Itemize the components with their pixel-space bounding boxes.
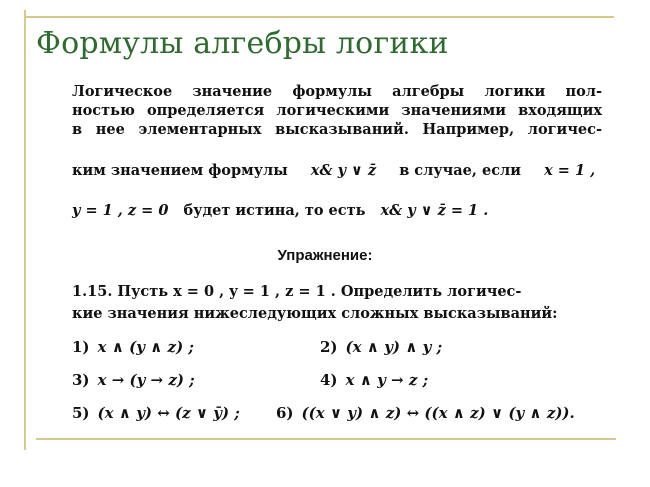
exercise-item-3 bbox=[72, 371, 195, 389]
item-number: 4) bbox=[320, 371, 338, 389]
exercise-item-6 bbox=[276, 404, 575, 422]
left-border-line bbox=[24, 10, 26, 450]
paragraph-line-2: ностью определяется логическими значениями входящих bbox=[72, 102, 602, 119]
item-expression: ((x ∨ y) ∧ z) ↔ ((x ∧ z) ∨ (y ∧ z)). bbox=[301, 404, 575, 422]
bottom-border-line bbox=[36, 438, 616, 440]
exercise-item-1 bbox=[72, 338, 194, 356]
exercise-item-4 bbox=[320, 371, 428, 389]
paragraph-line-4-text: ким значением формулы bbox=[72, 162, 288, 179]
item-expression: x ∧ (y ∧ z) ; bbox=[97, 338, 194, 356]
intro-paragraph bbox=[72, 82, 602, 139]
item-number: 2) bbox=[320, 338, 338, 356]
item-expression: x → (y → z) ; bbox=[97, 371, 195, 389]
exercise-item-5 bbox=[72, 404, 240, 422]
condition-yz: y = 1 , z = 0 bbox=[72, 202, 169, 219]
item-expression: (x ∧ y) ∧ y ; bbox=[345, 338, 443, 356]
exercise-heading: Упражнение: bbox=[277, 247, 373, 264]
formula-result: x& y ∨ z̄ = 1 . bbox=[380, 202, 489, 219]
paragraph-line-3: в нее элементарных высказываний. Например, логичес- bbox=[72, 121, 602, 138]
item-number: 3) bbox=[72, 371, 90, 389]
item-number: 1) bbox=[72, 338, 90, 356]
paragraph-line-4 bbox=[72, 162, 602, 179]
item-expression: (x ∧ y) ↔ (z ∨ ȳ) ; bbox=[97, 404, 240, 422]
item-expression: x ∧ y → z ; bbox=[345, 371, 429, 389]
item-number: 5) bbox=[72, 404, 90, 422]
paragraph-line-1: Логическое значение формулы алгебры логики пол- bbox=[72, 83, 602, 100]
top-border-line bbox=[24, 16, 614, 18]
exercise-item-2 bbox=[320, 338, 442, 356]
condition-x: x = 1 , bbox=[544, 162, 596, 179]
formula-example: x& y ∨ z̄ bbox=[310, 162, 377, 179]
paragraph-line-4-text2: в случае, если bbox=[399, 162, 522, 179]
paragraph-line-5 bbox=[72, 202, 602, 219]
problem-line-2: кие значения нижеследующих сложных высказываний: bbox=[72, 305, 558, 322]
problem-line-1: 1.15. Пусть x = 0 , y = 1 , z = 1 . Определить логичес- bbox=[72, 283, 522, 300]
paragraph-line-5-text: будет истина, то есть bbox=[183, 202, 366, 219]
slide-title: Формулы алгебры логики bbox=[36, 26, 449, 61]
item-number: 6) bbox=[276, 404, 294, 422]
